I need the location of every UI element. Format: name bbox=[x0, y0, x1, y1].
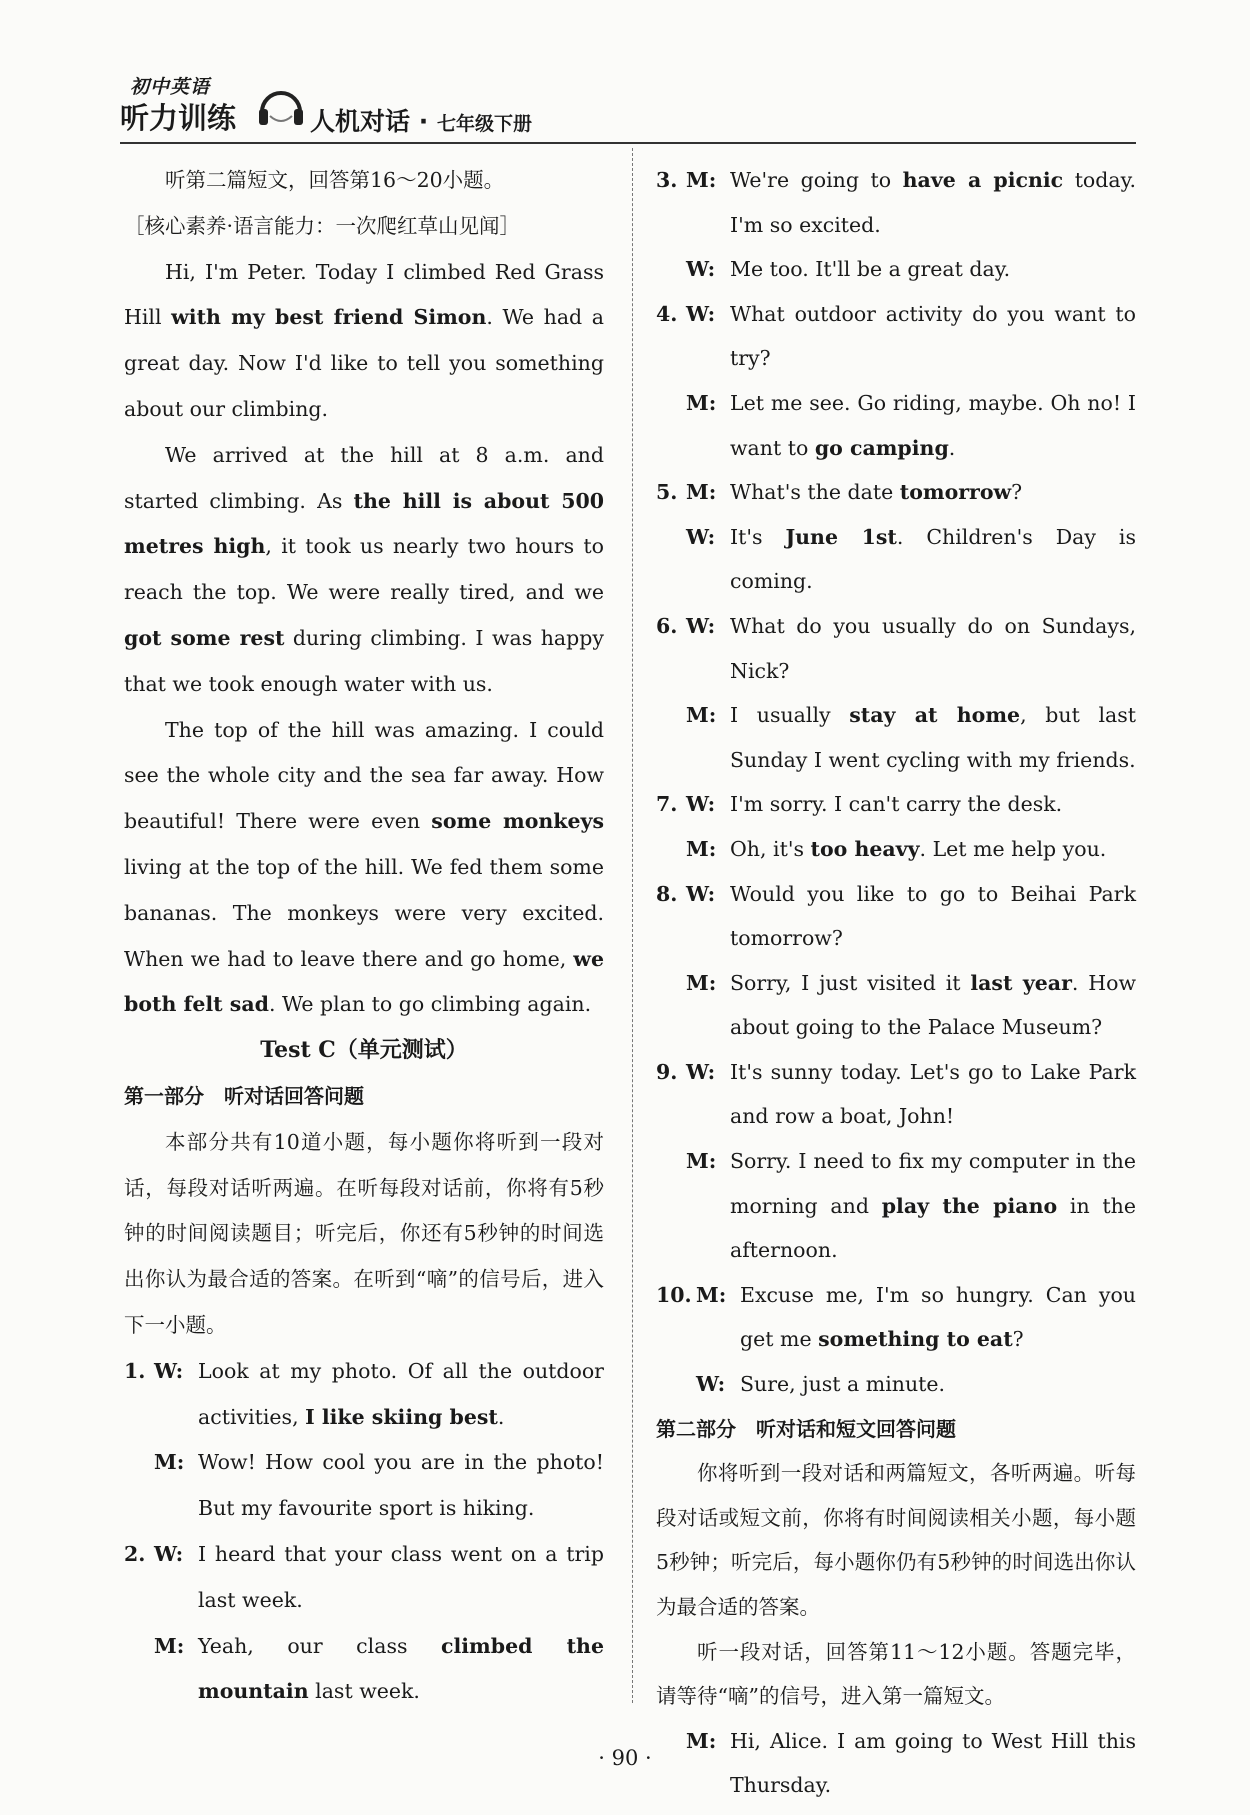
text-run: Let me see. Go riding, maybe. Oh no! I want to bbox=[730, 390, 1136, 460]
bold-phrase: got some rest bbox=[124, 625, 285, 650]
dialogue-line bbox=[656, 693, 1136, 782]
text-run: . Let me help you. bbox=[919, 836, 1107, 861]
speaker-label: M: bbox=[686, 390, 717, 415]
dialogue-line bbox=[656, 292, 1136, 381]
dialogue-text bbox=[730, 604, 1136, 693]
section-description: 本部分共有10道小题，每小题你将听到一段对话，每段对话听两遍。在听每段对话前，你将有5秒钟的时间阅读题目；听完后，你还有5秒钟的时间选出你认为最合适的答案。在听到“嘀”的信号后，进入下一小题。 bbox=[124, 1129, 604, 1337]
header-rule bbox=[120, 142, 1136, 144]
text-run: Me too. It'll be a great day. bbox=[730, 257, 1011, 282]
speaker-label: W: bbox=[686, 613, 716, 638]
section-heading: 第二部分 听对话和短文回答问题 bbox=[656, 1416, 956, 1441]
dialogue-text bbox=[198, 1349, 604, 1441]
question-number: 4. bbox=[656, 301, 678, 326]
passage-intro: 听第二篇短文，回答第16～20小题。 bbox=[165, 168, 505, 192]
question-number: 8. bbox=[656, 881, 678, 906]
dialogue-text bbox=[730, 158, 1136, 247]
dialogue-line bbox=[124, 1440, 604, 1532]
bold-phrase: June 1st bbox=[785, 524, 897, 549]
speaker-label: W: bbox=[686, 881, 716, 906]
column-divider bbox=[632, 148, 633, 1703]
dialogue-line bbox=[656, 1362, 1136, 1407]
text-run: What outdoor activity do you want to try? bbox=[730, 301, 1136, 371]
dialogue-text bbox=[730, 782, 1136, 827]
text-run: Yeah, our class bbox=[198, 1633, 441, 1658]
passage-tag: ［核心素养·语言能力：一次爬红草山见闻］ bbox=[124, 213, 521, 238]
text-run: ? bbox=[1012, 1327, 1024, 1352]
speaker-label: M: bbox=[686, 1149, 717, 1174]
series-subtitle bbox=[310, 102, 532, 138]
speaker-label: M: bbox=[686, 703, 717, 728]
speaker-label: W: bbox=[154, 1541, 184, 1566]
text-run: We arrived at the hill at 8 a.m. and started climbing. As bbox=[124, 442, 604, 513]
text-run: It's bbox=[730, 524, 786, 549]
dialogue-text bbox=[730, 961, 1136, 1050]
bold-phrase: climbed the mountain bbox=[198, 1633, 604, 1704]
dialogue-line bbox=[656, 381, 1136, 470]
text-run: Sorry, I just visited it bbox=[730, 970, 971, 995]
speaker-label: M: bbox=[686, 1728, 717, 1753]
dialogue-text bbox=[730, 470, 1136, 515]
page-number: · 90 · bbox=[598, 1746, 652, 1770]
right-column bbox=[656, 158, 1136, 1808]
dialogue-text bbox=[198, 1624, 604, 1716]
text-run: Look at my photo. Of all the outdoor activities, bbox=[198, 1358, 604, 1429]
speaker-label: M: bbox=[154, 1450, 185, 1475]
bold-phrase: last year bbox=[970, 970, 1072, 995]
dialogue-line bbox=[656, 470, 1136, 515]
section-description: 你将听到一段对话和两篇短文，各听两遍。听每段对话或短文前，你将有时间阅读相关小题，每小题5秒钟；听完后，每小题你仍有5秒钟的时间选出你认为最合适的答案。 bbox=[656, 1461, 1136, 1619]
bold-phrase: we both felt sad bbox=[124, 946, 604, 1017]
bold-phrase: some monkeys bbox=[431, 809, 604, 834]
page-header bbox=[120, 66, 1136, 144]
speaker-label: W: bbox=[686, 792, 716, 817]
dialogue-line bbox=[656, 1050, 1136, 1139]
question-number: 9. bbox=[656, 1059, 678, 1084]
dialogue-text bbox=[730, 247, 1136, 292]
left-column bbox=[124, 158, 604, 1715]
dialogue-text bbox=[198, 1532, 604, 1624]
text-run: Sure, just a minute. bbox=[740, 1372, 946, 1397]
bold-phrase: have a picnic bbox=[902, 168, 1064, 192]
text-run: Hi, Alice. I am going to West Hill this Thursday. bbox=[730, 1728, 1136, 1798]
bold-phrase: play the piano bbox=[881, 1193, 1058, 1218]
dialogue-line bbox=[656, 782, 1136, 827]
text-run: living at the top of the hill. We fed them some bananas. The monkeys were very excited. When we had to leave there and go home, bbox=[124, 854, 604, 971]
text-run: , but last Sunday I went cycling with my friends. bbox=[730, 703, 1136, 772]
series-title: 听力训练 bbox=[120, 101, 237, 135]
speaker-label: M: bbox=[686, 970, 717, 995]
dialogue-line bbox=[656, 604, 1136, 693]
dialogue-line bbox=[124, 1532, 604, 1624]
speaker-label: W: bbox=[686, 257, 716, 282]
dialogue-line bbox=[656, 961, 1136, 1050]
dialogue-list bbox=[656, 158, 1136, 1407]
text-run: ? bbox=[1011, 480, 1023, 505]
text-run: during climbing. I was happy that we took enough water with us. bbox=[124, 625, 604, 696]
dialogue-intro: 听一段对话，回答第11～12小题。答题完毕，请等待“嘀”的信号，进入第一篇短文。 bbox=[656, 1639, 1136, 1709]
question-number: 5. bbox=[656, 480, 678, 505]
passage-paragraph bbox=[124, 433, 604, 708]
speaker-label: W: bbox=[686, 301, 716, 326]
text-run: . bbox=[497, 1404, 505, 1429]
dialogue-text bbox=[740, 1273, 1136, 1362]
question-number: 2. bbox=[124, 1541, 146, 1566]
speaker-label: M: bbox=[696, 1282, 727, 1307]
dialogue-list bbox=[124, 1349, 604, 1715]
passage-paragraph bbox=[124, 708, 604, 1029]
speaker-label: W: bbox=[686, 1059, 716, 1084]
bold-phrase: with my best friend Simon bbox=[171, 305, 487, 330]
bold-phrase: something to eat bbox=[818, 1327, 1013, 1352]
speaker-label: W: bbox=[154, 1358, 184, 1383]
bold-phrase: too heavy bbox=[810, 836, 920, 861]
dialogue-line bbox=[656, 827, 1136, 872]
text-run: What's the date bbox=[730, 480, 900, 505]
bold-phrase: stay at home bbox=[849, 703, 1021, 728]
question-number: 10. bbox=[656, 1282, 692, 1307]
dialogue-text bbox=[730, 693, 1136, 782]
text-run: We're going to bbox=[730, 168, 903, 192]
speaker-label: W: bbox=[696, 1372, 726, 1397]
test-title: Test C（单元测试） bbox=[260, 1037, 468, 1064]
dialogue-text bbox=[730, 515, 1136, 604]
dialogue-text bbox=[730, 381, 1136, 470]
bold-phrase: go camping bbox=[814, 435, 949, 460]
dialogue-line bbox=[656, 872, 1136, 961]
text-run: . We plan to go climbing again. bbox=[268, 992, 592, 1017]
text-run: . bbox=[948, 435, 956, 460]
series-small-title: 初中英语 bbox=[130, 76, 211, 98]
dialogue-line bbox=[124, 1624, 604, 1716]
text-run: I usually bbox=[730, 703, 850, 728]
dialogue-text bbox=[730, 1139, 1136, 1273]
dialogue-line bbox=[656, 1139, 1136, 1273]
question-number: 1. bbox=[124, 1358, 146, 1383]
speaker-label: M: bbox=[686, 480, 717, 505]
question-number: 7. bbox=[656, 792, 678, 817]
bold-phrase: tomorrow bbox=[899, 480, 1012, 505]
speaker-label: M: bbox=[154, 1633, 185, 1658]
question-number: 6. bbox=[656, 613, 678, 638]
text-run: Sorry. I need to fix my computer in the morning and bbox=[730, 1149, 1136, 1218]
dialogue-text bbox=[730, 1050, 1136, 1139]
dialogue-line bbox=[656, 247, 1136, 292]
dialogue-text bbox=[730, 292, 1136, 381]
dialogue-text bbox=[740, 1362, 1136, 1407]
question-number: 3. bbox=[656, 168, 678, 192]
text-run: , it took us nearly two hours to reach the top. We were really tired, and we bbox=[124, 534, 605, 605]
dialogue-line bbox=[656, 1273, 1136, 1362]
bold-phrase: I like skiing best bbox=[305, 1404, 498, 1429]
text-run: Oh, it's bbox=[730, 836, 811, 861]
text-run: I heard that your class went on a trip last week. bbox=[198, 1541, 604, 1612]
text-run: . Children's Day is coming. bbox=[730, 524, 1137, 594]
text-run: today. I'm so excited. bbox=[730, 168, 1136, 237]
speaker-label: W: bbox=[686, 524, 716, 549]
text-run: It's sunny today. Let's go to Lake Park and row a boat, John! bbox=[730, 1059, 1136, 1129]
subtitle-text: 人机对话 bbox=[310, 107, 411, 136]
dialogue-line bbox=[656, 515, 1136, 604]
text-run: Excuse me, I'm so hungry. Can you get me bbox=[740, 1282, 1136, 1352]
text-run: Hi, I'm Peter. Today I climbed Red Grass Hill bbox=[124, 259, 604, 330]
text-run: What do you usually do on Sundays, Nick? bbox=[730, 613, 1136, 683]
bold-phrase: the hill is about 500 metres high bbox=[124, 488, 604, 559]
text-run: last week. bbox=[308, 1679, 420, 1704]
dialogue-line bbox=[656, 158, 1136, 247]
text-run: . We had a great day. Now I'd like to tell you something about our climbing. bbox=[124, 305, 604, 421]
dialogue-text bbox=[198, 1440, 604, 1532]
text-run: Would you like to go to Beihai Park tomorrow? bbox=[730, 881, 1136, 951]
dialogue-line bbox=[124, 1349, 604, 1441]
section-heading: 第一部分 听对话回答问题 bbox=[124, 1083, 364, 1108]
text-run: in the afternoon. bbox=[730, 1193, 1136, 1263]
speaker-label: M: bbox=[686, 836, 717, 861]
grade-label: 七年级下册 bbox=[436, 113, 532, 135]
speaker-label: M: bbox=[686, 168, 717, 192]
dialogue-text bbox=[730, 872, 1136, 961]
headphone-icon bbox=[254, 80, 308, 134]
text-run: Wow! How cool you are in the photo! But my favourite sport is hiking. bbox=[198, 1450, 604, 1521]
text-run: . How about going to the Palace Museum? bbox=[730, 970, 1137, 1040]
text-run: I'm sorry. I can't carry the desk. bbox=[730, 792, 1063, 817]
passage-paragraph bbox=[124, 250, 604, 433]
text-run: The top of the hill was amazing. I could see the whole city and the sea far away. How beautiful! There were even bbox=[124, 717, 604, 834]
subtitle-dot: · bbox=[418, 107, 429, 136]
dialogue-text bbox=[730, 827, 1136, 872]
